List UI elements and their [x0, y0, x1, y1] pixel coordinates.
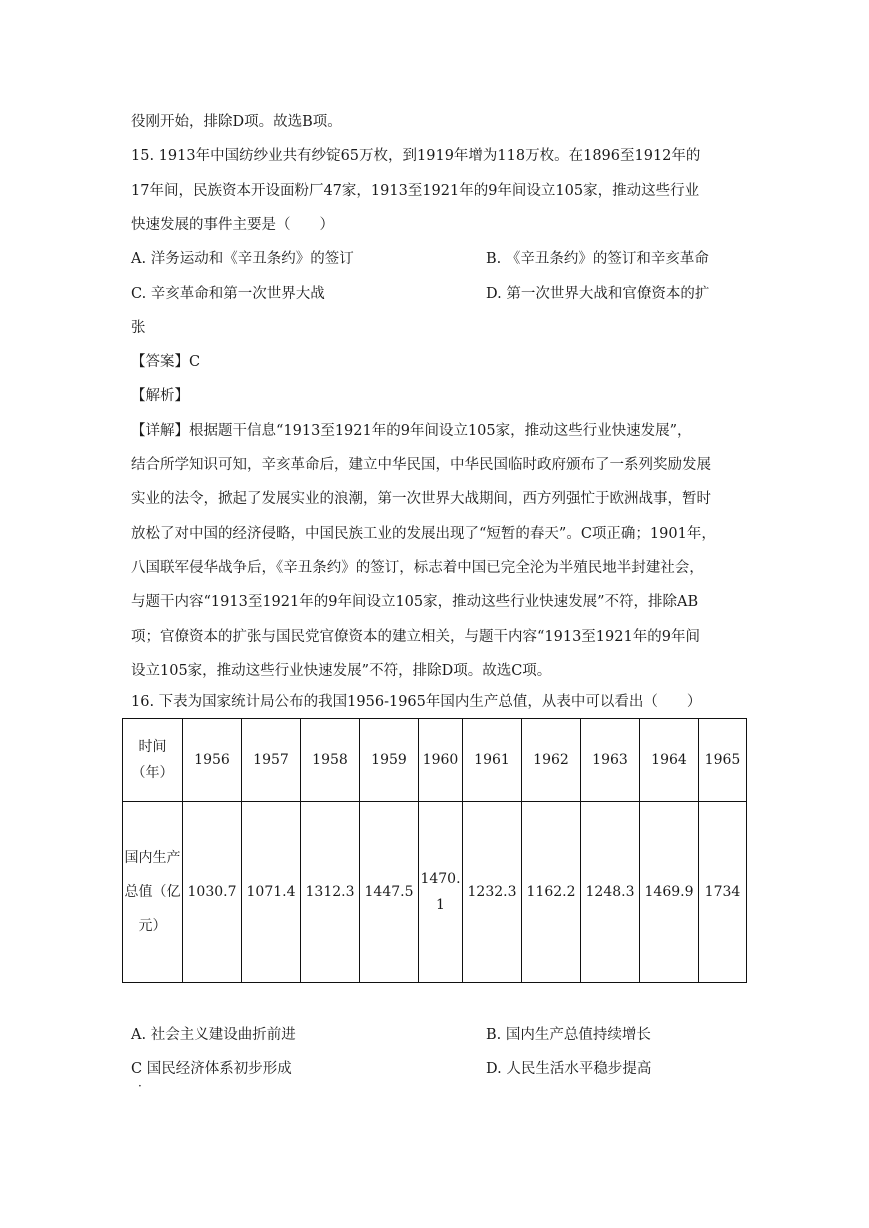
gdp-cell: 1030.7 [183, 802, 242, 983]
q16-option-d: D. 人民生活水平稳步提高 [486, 1061, 652, 1077]
q16-option-a: A. 社会主义建设曲折前进 [131, 1027, 296, 1043]
q16-option-c: C 国民经济体系初步形成 [131, 1061, 292, 1077]
detail-line: 与题干内容“1913至1921年的9年间设立105家，推动这些行业快速发展”不符，排除AB [131, 594, 699, 610]
analysis-label: 【解析】 [131, 388, 189, 404]
gdp-cell: 1447.5 [360, 802, 419, 983]
q16-option-c-dot: · [138, 1079, 142, 1093]
detail-line: 实业的法令，掀起了发展实业的浪潮，第一次世界大战期间，西方列强忙于欧洲战事，暂时 [131, 491, 711, 507]
table-row-years [123, 719, 747, 802]
text-line: 役刚开始，排除D项。故选B项。 [131, 114, 342, 130]
q15-option-d: D. 第一次世界大战和官僚资本的扩 [486, 286, 710, 302]
detail-line: 【详解】根据题干信息“1913至1921年的9年间设立105家，推动这些行业快速发展”， [131, 423, 692, 439]
gdp-cell: 1232.3 [463, 802, 522, 983]
gdp-cell: 1470.1 [419, 802, 463, 983]
q15-option-c: C. 辛亥革命和第一次世界大战 [131, 286, 325, 302]
row-header-year: 时间（年） [123, 719, 183, 802]
detail-line: 设立105家，推动这些行业快速发展”不符，排除D项。故选C项。 [131, 663, 552, 679]
year-cell: 1963 [581, 719, 640, 802]
question-15-stem: 15. 1913年中国纺纱业共有纱锭65万枚，到1919年增为118万枚。在1896至1912年的 [131, 148, 701, 164]
year-cell: 1962 [522, 719, 581, 802]
answer-label: 【答案】C [131, 354, 201, 370]
row-header-gdp: 国内生产总值（亿元） [123, 802, 183, 983]
gdp-cell: 1248.3 [581, 802, 640, 983]
year-cell: 1965 [699, 719, 747, 802]
q15-option-b: B. 《辛丑条约》的签订和辛亥革命 [486, 251, 709, 267]
question-16-stem: 16. 下表为国家统计局公布的我国1956-1965年国内生产总值，从表中可以看出（ ） [131, 694, 702, 710]
year-cell: 1960 [419, 719, 463, 802]
year-cell: 1957 [242, 719, 301, 802]
year-cell: 1959 [360, 719, 419, 802]
table-row-gdp [123, 802, 747, 983]
detail-line: 八国联军侵华战争后，《辛丑条约》的签订，标志着中国已完全沦为半殖民地半封建社会， [131, 560, 704, 576]
detail-line: 结合所学知识可知，辛亥革命后，建立中华民国，中华民国临时政府颁布了一系列奖励发展 [131, 457, 711, 473]
gdp-cell: 1312.3 [301, 802, 360, 983]
question-15-stem: 快速发展的事件主要是（ ） [131, 217, 334, 233]
detail-line: 项；官僚资本的扩张与国民党官僚资本的建立相关，与题干内容“1913至1921年的9年间 [131, 629, 700, 645]
year-cell: 1961 [463, 719, 522, 802]
gdp-table [122, 718, 747, 983]
question-15-stem: 17年间，民族资本开设面粉厂47家，1913至1921年的9年间设立105家，推动这些行业 [131, 183, 700, 199]
year-cell: 1958 [301, 719, 360, 802]
q15-option-d-continued: 张 [131, 320, 146, 336]
year-cell: 1964 [640, 719, 699, 802]
q15-option-a: A. 洋务运动和《辛丑条约》的签订 [131, 251, 354, 267]
q16-option-b: B. 国内生产总值持续增长 [486, 1027, 651, 1043]
year-cell: 1956 [183, 719, 242, 802]
gdp-cell: 1734 [699, 802, 747, 983]
detail-line: 放松了对中国的经济侵略，中国民族工业的发展出现了“短暂的春天”。C项正确；1901年， [131, 526, 716, 542]
gdp-cell: 1162.2 [522, 802, 581, 983]
gdp-cell: 1071.4 [242, 802, 301, 983]
gdp-cell: 1469.9 [640, 802, 699, 983]
